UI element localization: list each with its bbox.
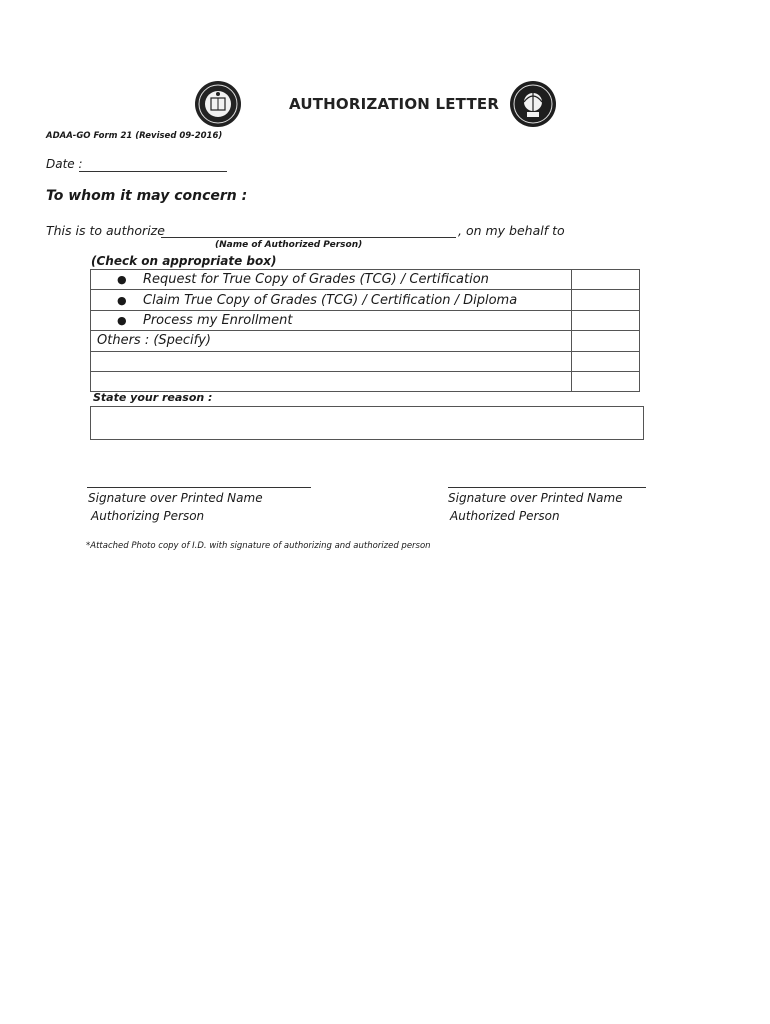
bullet-icon: ● bbox=[117, 313, 127, 327]
option-label: Claim True Copy of Grades (TCG) / Certification / Diploma bbox=[143, 292, 518, 308]
reason-label: State your reason : bbox=[93, 391, 213, 404]
form-code: ADAA-GO Form 21 (Revised 09-2016) bbox=[46, 131, 223, 141]
reason-input-box[interactable] bbox=[90, 406, 644, 440]
option-row bbox=[91, 290, 640, 310]
options-table bbox=[90, 269, 640, 392]
authorizing-signature-line[interactable] bbox=[87, 487, 311, 488]
bullet-icon: ● bbox=[117, 273, 127, 287]
option-row bbox=[91, 270, 640, 290]
behalf-text: , on my behalf to bbox=[458, 223, 565, 238]
university-seal-left-logo bbox=[194, 80, 242, 128]
option-cell bbox=[91, 310, 572, 330]
option-checkbox-tcg-claim[interactable] bbox=[572, 290, 640, 310]
bullet-icon: ● bbox=[117, 293, 127, 307]
authorized-signature-caption: Signature over Printed Name bbox=[448, 491, 623, 505]
others-specify-row bbox=[91, 351, 640, 371]
option-checkbox-others[interactable] bbox=[572, 331, 640, 351]
footnote: *Attached Photo copy of I.D. with signature of authorizing and authorized person bbox=[86, 541, 431, 551]
blank-cell bbox=[572, 351, 640, 371]
others-specify-field-1[interactable] bbox=[91, 351, 572, 371]
option-row bbox=[91, 310, 640, 330]
authorizing-person-label: Authorizing Person bbox=[91, 509, 205, 523]
check-instruction: (Check on appropriate box) bbox=[91, 254, 277, 268]
option-row bbox=[91, 331, 640, 351]
authorized-person-name-field[interactable] bbox=[161, 237, 456, 238]
others-label: Others : (Specify) bbox=[97, 333, 212, 349]
option-checkbox-tcg-request[interactable] bbox=[572, 270, 640, 290]
blank-cell bbox=[572, 371, 640, 391]
option-label: Request for True Copy of Grades (TCG) / Certification bbox=[143, 272, 489, 288]
option-label: Process my Enrollment bbox=[143, 312, 293, 328]
others-cell bbox=[91, 331, 572, 351]
authorizing-signature-caption: Signature over Printed Name bbox=[88, 491, 263, 505]
authorize-text: This is to authorize bbox=[46, 223, 165, 238]
others-specify-field-2[interactable] bbox=[91, 371, 572, 391]
name-caption: (Name of Authorized Person) bbox=[215, 240, 363, 250]
university-seal-right-logo bbox=[509, 80, 557, 128]
authorized-person-label: Authorized Person bbox=[450, 509, 560, 523]
others-specify-row bbox=[91, 371, 640, 391]
option-cell bbox=[91, 270, 572, 290]
page-title: AUTHORIZATION LETTER bbox=[289, 95, 500, 113]
authorized-signature-line[interactable] bbox=[448, 487, 646, 488]
date-label: Date : bbox=[46, 157, 83, 171]
salutation: To whom it may concern : bbox=[46, 188, 248, 204]
date-field-line[interactable] bbox=[79, 171, 227, 172]
option-checkbox-enrollment[interactable] bbox=[572, 310, 640, 330]
option-cell bbox=[91, 290, 572, 310]
